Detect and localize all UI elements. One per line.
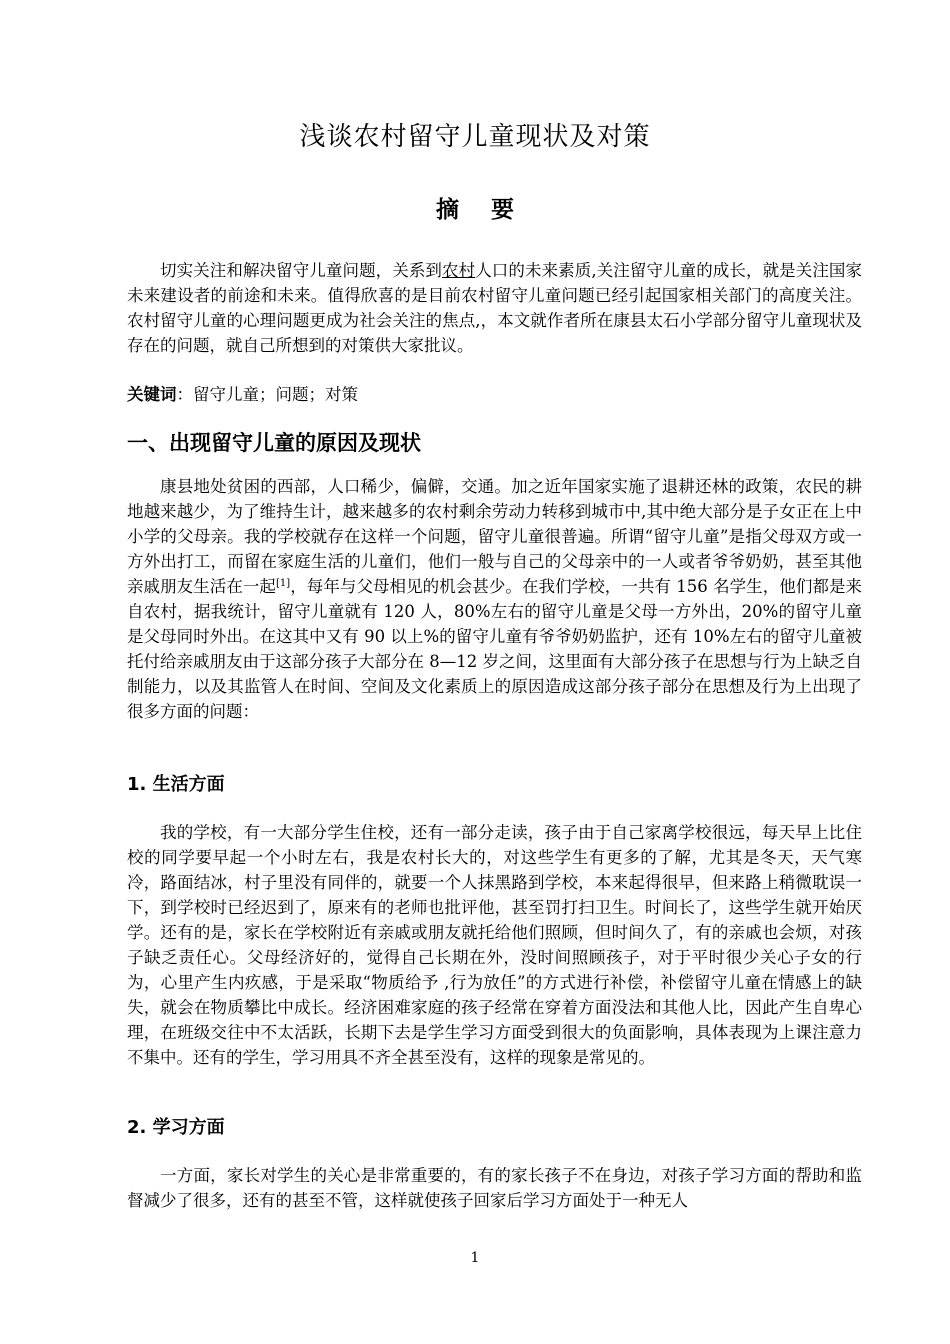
- section1-paragraph: [127, 474, 862, 724]
- citation-1[interactable]: [1]: [276, 578, 291, 589]
- section1-heading: 一、出现留守儿童的原因及现状: [127, 431, 421, 455]
- abstract-text-start: 切实关注和解决留守儿童问题，关系到: [160, 261, 443, 280]
- keywords-text: ：留守儿童；问题；对策: [176, 385, 358, 404]
- keywords-line: [127, 382, 358, 407]
- page-number: 1: [470, 1250, 480, 1266]
- keywords-label: 关键词: [127, 385, 177, 404]
- document-title: 浅谈农村留守儿童现状及对策: [299, 122, 651, 152]
- subsection2-text: 一方面，家长对学生的关心是非常重要的，有的家长孩子不在身边，对孩子学习方面的帮助和监督减少了很多，还有的甚至不管，这样就使孩子回家后学习方面处于一种无人: [127, 1166, 862, 1210]
- section1-text-b: ，每年与父母相见的机会甚少。在我们学校，一共有 156 名学生，他们都是来自农村，据我统计，留守儿童就有 120 人，80%左右的留守儿童是父母一方外出，20%的留守儿童是父母同时外出。在这其中又有 90 以上%的留守儿童有爷爷奶奶监护，还有 10%左右的留守儿童被托付给亲戚朋友由于这部分孩子大部分在 8—12 岁之间，这里面有大部分孩子在思想与行为上缺乏自制能力，以及其监管人在时间、空间及文化素质上的原因造成这部分孩子部分在思想及行为上出现了很多方面的问题：: [127, 577, 863, 721]
- abstract-heading-char-2: 要: [491, 197, 514, 223]
- subsection1-paragraph: [127, 820, 862, 1070]
- abstract-paragraph: [127, 258, 862, 358]
- subsection2-heading: 2. 学习方面: [127, 1117, 225, 1138]
- subsection1-text: 我的学校，有一大部分学生住校，还有一部分走读，孩子由于自己家离学校很远，每天早上比住校的同学要早起一个小时左右，我是农村长大的，对这些学生有更多的了解，尤其是冬天，天气寒冷，路面结冰，村子里没有同伴的，就要一个人抹黑路到学校，本来起得很早，但来路上稍微耽误一下，到学校时已经迟到了，原来有的老师也批评他，甚至罚打扫卫生。时间长了，这些学生就开始厌学。还有的是，家长在学校附近有亲戚或朋友就托给他们照顾，但时间久了，有的亲戚也会烦，对孩子缺乏责任心。父母经济好的，觉得自己长期在外，没时间照顾孩子，对于平时很少关心子女的行为，心里产生内疚感，于是采取“物质给予 ,行为放任”的方式进行补偿，补偿留守儿童在情感上的缺失，就会在物质攀比中成长。经济困难家庭的孩子经常在穿着方面没法和其他人比，因此产生自卑心理，在班级交往中不太活跃，长期下去是学生学习方面受到很大的负面影响，具体表现为上课注意力不集中。还有的学生，学习用具不齐全甚至没有，这样的现象是常见的。: [127, 823, 862, 1067]
- abstract-link[interactable]: 农村: [442, 261, 476, 280]
- subsection1-heading: 1. 生活方面: [127, 774, 225, 795]
- subsection2-paragraph: [127, 1163, 862, 1213]
- abstract-heading-char-1: 摘: [435, 197, 459, 223]
- abstract-heading: [0, 192, 950, 228]
- section1-text-a: 康县地处贫困的西部，人口稀少，偏僻，交通。加之近年国家实施了退耕还林的政策，农民的耕地越来越少，为了维持生计，越来越多的农村剩余劳动力转移到城市中,其中绝大部分是子女正在上中小学的父母亲。我的学校就存在这样一个问题，留守儿童很普遍。所谓“留守儿童”是指父母双方或一方外出打工，而留在家庭生活的儿童们，他们一般与自己的父母亲中的一人或者爷爷奶奶，甚至其他亲戚朋友生活在一起: [127, 477, 862, 596]
- abstract-text-end: 人口的未来素质,关注留守儿童的成长，就是关注国家未来建设者的前途和未来。值得欣喜的是目前农村留守儿童问题已经引起国家相关部门的高度关注。农村留守儿童的心理问题更成为社会关注的焦点,，本文就作者所在康县太石小学部分留守儿童现状及存在的问题，就自己所想到的对策供大家批议。: [127, 261, 863, 355]
